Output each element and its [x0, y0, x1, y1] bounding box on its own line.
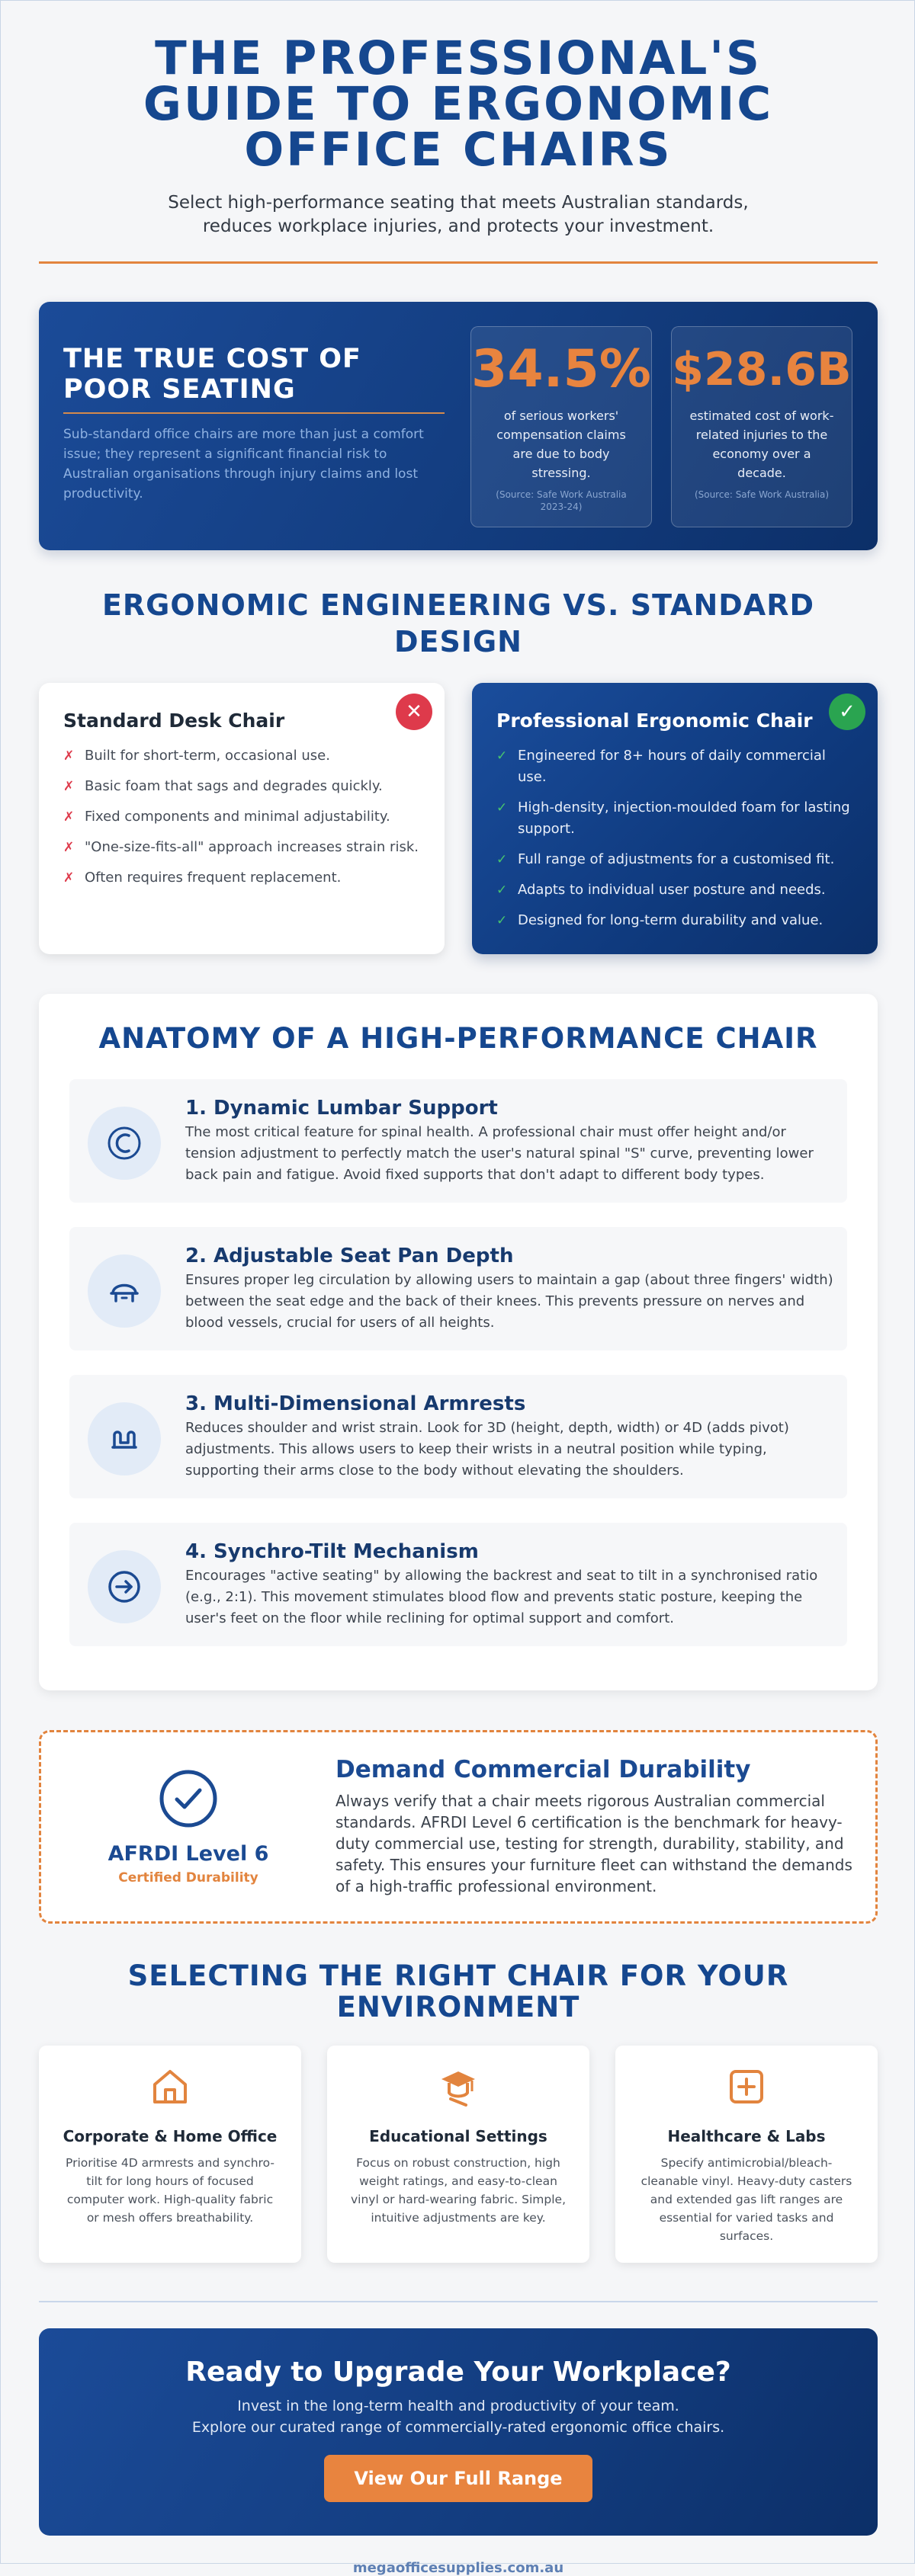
x-mark-icon: ✗ — [63, 748, 75, 764]
list-item — [496, 910, 853, 931]
cost-title: THE TRUE COST OF POOR SEATING — [63, 344, 361, 405]
cost-banner — [39, 302, 878, 550]
feature-title: 4. Synchro-Tilt Mechanism — [185, 1540, 479, 1563]
x-mark-icon: ✗ — [63, 809, 75, 825]
list-item-text: Engineered for 8+ hours of daily commercial use. — [518, 748, 826, 785]
feature-text: Ensures proper leg circulation by allowing users to maintain a gap (about three fingers' width) between the seat edge and the back of their knees. This prevents pressure on nerves and blood vessels, crucial for users of all heights. — [185, 1272, 833, 1331]
cta-line-2: Explore our curated range of commercially-rated ergonomic office chairs. — [191, 2419, 725, 2436]
x-mark-icon: ✗ — [63, 840, 75, 855]
env-card-text: Prioritise 4D armrests and synchro-tilt for long hours of focused computer work. High-quality fabric or mesh offers breathability. — [66, 2156, 274, 2225]
env-card-title: Educational Settings — [369, 2127, 547, 2145]
professional-card-title: Professional Ergonomic Chair — [496, 710, 813, 732]
list-item-text: Basic foam that sags and degrades quickly. — [85, 778, 383, 794]
certification-badge — [101, 1769, 276, 1886]
lumbar-curve-icon — [88, 1107, 161, 1180]
comparison-section — [39, 683, 878, 954]
env-card-text: Specify antimicrobial/bleach-cleanable vinyl. Heavy-duty casters and extended gas lift ranges are essential for varied tasks and surfaces. — [640, 2156, 852, 2243]
list-item-text: Designed for long-term durability and value. — [518, 912, 824, 928]
armrest-icon — [88, 1402, 161, 1475]
check-mark-icon: ✓ — [496, 913, 508, 928]
x-mark-icon: ✗ — [63, 870, 75, 886]
env-card-title: Corporate & Home Office — [63, 2127, 278, 2145]
list-item-text: "One-size-fits-all" approach increases strain risk. — [85, 839, 419, 855]
comparison-title: ERGONOMIC ENGINEERING VS. STANDARD DESIGN — [101, 588, 815, 658]
list-item — [496, 797, 853, 840]
environment-cards — [39, 2046, 878, 2263]
cta-line-1: Invest in the long-term health and productivity of your team. — [237, 2398, 679, 2414]
cost-intro — [63, 344, 445, 504]
check-icon: ✓ — [829, 694, 865, 730]
list-item-text: Full range of adjustments for a customised fit. — [518, 851, 835, 867]
list-item-text: Often requires frequent replacement. — [85, 870, 342, 886]
stat-card-claims — [470, 326, 652, 527]
professional-list — [496, 745, 853, 931]
feature-text: The most critical feature for spinal health. A professional chair must offer height and/or tension adjustment to perfectly match the user's natural spinal "S" curve, preventing lower back pain and fatigue. Avoid fixed supports that don't adapt to different body types. — [185, 1124, 814, 1183]
stat-value: 34.5% — [471, 339, 651, 399]
footer-site-link[interactable]: megaofficesupplies.com.au — [352, 2560, 564, 2576]
cost-title-underline — [63, 412, 445, 414]
durability-callout — [39, 1730, 878, 1924]
stat-description: estimated cost of work-related injuries to the economy over a decade. — [689, 409, 834, 480]
stat-card-cost — [671, 326, 852, 527]
feature-title: 1. Dynamic Lumbar Support — [185, 1097, 498, 1120]
feature-lumbar-support — [69, 1079, 847, 1203]
cost-text: Sub-standard office chairs are more than just a comfort issue; they represent a significant financial risk to Australian organisations through injury claims and lost productivity. — [63, 427, 424, 501]
x-mark-icon: ✗ — [63, 779, 75, 794]
cta-divider — [39, 2301, 878, 2302]
cta-banner — [39, 2328, 878, 2536]
cta-title: Ready to Upgrade Your Workplace? — [185, 2357, 731, 2388]
check-mark-icon: ✓ — [496, 748, 508, 764]
feature-title: 2. Adjustable Seat Pan Depth — [185, 1245, 514, 1267]
certification-label: Certified Durability — [118, 1870, 258, 1886]
cross-icon: ✕ — [396, 694, 432, 730]
list-item — [63, 745, 420, 767]
tilt-arrow-icon — [88, 1550, 161, 1623]
standard-chair-card — [39, 683, 445, 954]
check-mark-icon: ✓ — [496, 800, 508, 815]
list-item-text: Built for short-term, occasional use. — [85, 748, 330, 764]
check-mark-icon: ✓ — [496, 883, 508, 898]
page-title: THE PROFESSIONAL'S GUIDE TO ERGONOMIC OFFICE CHAIRS — [143, 31, 774, 177]
page-subtitle: Select high-performance seating that meets Australian standards, reduces workplace injuries, and protects your investment. — [168, 193, 749, 236]
seat-depth-icon — [88, 1254, 161, 1328]
list-item — [63, 776, 420, 797]
feature-synchro-tilt — [69, 1523, 847, 1646]
home-icon — [147, 2064, 193, 2110]
standard-card-title: Standard Desk Chair — [63, 710, 285, 732]
durability-text: Always verify that a chair meets rigorous Australian commercial standards. AFRDI Level 6 certification is the benchmark for heavy-duty commercial use, testing for strength, durability, stability, and safety. This ensures your furniture fleet can withstand the demands of a high-traffic professional environment. — [336, 1792, 852, 1895]
feature-text: Encourages "active seating" by allowing the backrest and seat to tilt in a synchronised ratio (e.g., 2:1). This movement stimulates blood flow and prevents static posture, keeping the user's feet on the floor while reclining for optimal support and comfort. — [185, 1568, 818, 1626]
professional-chair-card — [472, 683, 878, 954]
feature-seat-depth — [69, 1227, 847, 1350]
cta-text — [39, 2395, 878, 2438]
durability-title: Demand Commercial Durability — [336, 1756, 751, 1783]
env-card-text: Focus on robust construction, high weight ratings, and easy-to-clean vinyl or hard-wearing fabric. Simple, intuitive adjustments are key. — [350, 2156, 567, 2225]
graduation-cap-icon — [435, 2064, 481, 2110]
env-card-education — [327, 2046, 589, 2263]
list-item-text: High-density, injection-moulded foam for lasting support. — [518, 799, 850, 837]
env-card-title: Healthcare & Labs — [667, 2127, 826, 2145]
list-item — [63, 806, 420, 828]
page-header — [39, 1, 878, 239]
anatomy-section — [39, 994, 878, 1690]
stat-source: (Source: Safe Work Australia 2023-24) — [496, 489, 627, 512]
stat-source: (Source: Safe Work Australia) — [694, 489, 830, 500]
list-item — [496, 849, 853, 870]
env-card-corporate — [39, 2046, 301, 2263]
medical-plus-icon — [724, 2064, 769, 2110]
env-card-healthcare — [615, 2046, 878, 2263]
feature-armrests — [69, 1375, 847, 1498]
selecting-title: SELECTING THE RIGHT CHAIR FOR YOUR ENVIRONMENT — [127, 1959, 789, 2023]
feature-text: Reduces shoulder and wrist strain. Look for 3D (height, depth, width) or 4D (adds pivot) adjustments. This allows users to keep their wrists in a neutral position while typing, supporting their arms close to the body without elevating the shoulders. — [185, 1420, 789, 1479]
feature-title: 3. Multi-Dimensional Armrests — [185, 1392, 526, 1415]
stat-value: $28.6B — [672, 343, 852, 396]
certification-level: AFRDI Level 6 — [108, 1842, 269, 1866]
check-circle-icon — [159, 1769, 218, 1828]
list-item — [496, 879, 853, 901]
anatomy-title: ANATOMY OF A HIGH-PERFORMANCE CHAIR — [98, 1022, 818, 1055]
list-item-text: Fixed components and minimal adjustability. — [85, 809, 390, 825]
list-item-text: Adapts to individual user posture and needs. — [518, 882, 826, 898]
list-item — [63, 867, 420, 889]
stat-description: of serious workers' compensation claims are due to body stressing. — [496, 409, 626, 480]
standard-list — [63, 745, 420, 889]
list-item — [63, 837, 420, 858]
view-range-button[interactable]: View Our Full Range — [324, 2455, 592, 2502]
list-item — [496, 745, 853, 788]
check-mark-icon: ✓ — [496, 852, 508, 867]
header-divider — [39, 261, 878, 264]
